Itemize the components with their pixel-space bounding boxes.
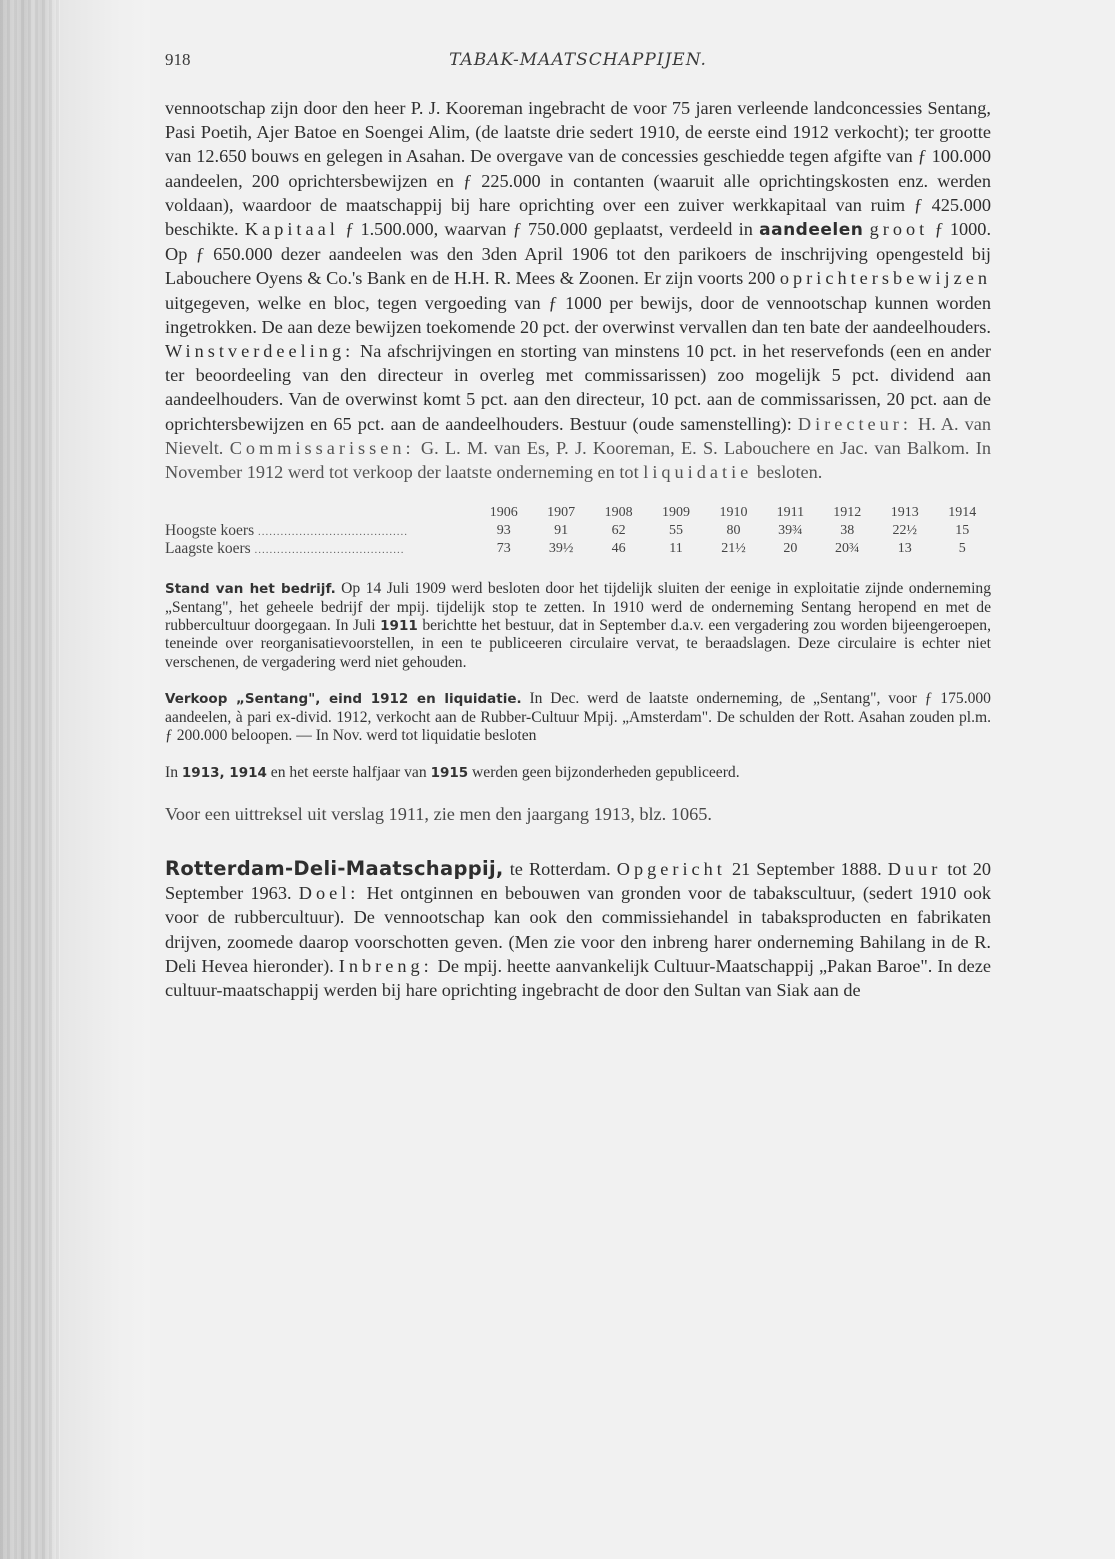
value-cell: 15 xyxy=(955,523,970,539)
leader-dots: ........................................ xyxy=(258,526,408,539)
doel-label: Doel: xyxy=(298,883,360,904)
value-cell: 39½ xyxy=(548,541,574,557)
binding-texture xyxy=(0,0,60,1559)
table-row xyxy=(165,540,991,558)
stand-year: 1911 xyxy=(380,618,418,635)
no-details-text-c: werden geen bijzonderheden gepubliceerd. xyxy=(472,763,740,781)
value-cell: 91 xyxy=(554,523,569,539)
value-cell: 5 xyxy=(958,541,966,557)
value-cell: 20¾ xyxy=(835,541,860,557)
verkoop-text: In Dec. werd de laatste onderneming, de „Sentang", voor ƒ 175.000 aandeelen, à pari ex-divid. 1912, verkocht aan de Rubber-Cultuur Mpij. „Amsterdam". De schulden der Rott. Asahan zouden pl.m. ƒ 200.000 beloopen. — In Nov. werd tot liquidatie besloten xyxy=(165,690,991,745)
value-cell: 22½ xyxy=(892,523,917,539)
value-cell: 38 xyxy=(840,523,855,539)
year-cell: 1913 xyxy=(890,505,919,521)
verkoop-heading: Verkoop „Sentang", eind 1912 en liquidatie. xyxy=(165,691,522,708)
year-cell: 1906 xyxy=(489,505,518,521)
oprichtersbewijzen-label: oprichtersbewijzen xyxy=(779,268,991,289)
value-cell: 21½ xyxy=(721,541,746,557)
oprichters-text: uitgegeven, welke en bloc, tegen vergoeding van ƒ 1000 per bewijs, door de vennootschap kunnen worden ingetrokken. De aan deze bewijzen toekomende 20 pct. der overwinst vervallen dan ten bate der aandeelhouders. xyxy=(165,292,991,337)
no-details-year-2: 1915 xyxy=(430,764,469,781)
groot-label: groot xyxy=(869,219,929,240)
value-cell: 93 xyxy=(496,523,511,539)
inbreng-label: Inbreng: xyxy=(338,955,433,976)
duur-text: tot 20 September 1963. xyxy=(165,858,991,904)
company-location: te Rotterdam. xyxy=(509,858,611,879)
year-cell: 1912 xyxy=(833,505,862,521)
year-cell: 1908 xyxy=(604,505,633,521)
no-details-section xyxy=(165,764,991,782)
reference-line: Voor een uittreksel uit verslag 1911, zie men den jaargang 1913, blz. 1065. xyxy=(165,803,712,824)
stand-text-cont: berichtte het bestuur, dat in September d.a.v. een vergadering zou worden bijeengeroepen, teneinde over reorganisatievoorstellen, in een te publiceeren circulaire vervat, te beraadslagen. Deze circulaire is echter niet verschenen, de vergadering werd niet gehouden. xyxy=(165,617,992,671)
opgericht-label: Opgericht xyxy=(616,858,726,879)
aandeelen-label: aandeelen xyxy=(759,220,864,241)
no-details-text-b: en het eerste halfjaar van xyxy=(270,763,427,781)
value-cell: 62 xyxy=(611,523,626,539)
groot-text: ƒ 1000. Op ƒ 650.000 dezer aandeelen was den 3den April 1906 tot den parikoers de inschrijving opengesteld bij Labouchere Oyens & Co.'s Bank en de H.H. R. Mees & Zoonen. Er zijn voorts 200 xyxy=(165,219,992,289)
duur-label: Duur xyxy=(887,858,942,879)
row-label: Hoogste koers xyxy=(165,522,255,540)
stand-section xyxy=(165,580,991,672)
year-cell: 1909 xyxy=(662,505,691,521)
intro-text: vennootschap zijn door den heer P. J. Kooreman ingebracht de voor 75 jaren verleende landconcessies Sentang, Pasi Poetih, Ajer Batoe en Soengei Alim, (de laatste drie sedert 1910, de eerste eind 1912 verkocht); ter grootte van 12.650 bouws en gelegen in Asahan. De overgave van de concessies geschiedde tegen afgifte van ƒ 100.000 aandeelen, 200 oprichtersbewijzen en ƒ 225.000 in contanten (waaruit alle oprichtingskosten enz. werden voldaan), waardoor de maatschappij bij hare oprichting over een zuiver werkkapitaal van ruim ƒ 425.000 beschikte. xyxy=(165,98,991,240)
directeur-label: Directeur: xyxy=(797,413,912,434)
value-cell: 46 xyxy=(611,541,626,557)
directeur-text: H. A. van Nievelt. xyxy=(165,413,991,458)
value-cell: 20 xyxy=(783,541,798,557)
verkoop-section xyxy=(165,690,991,745)
year-cell: 1907 xyxy=(547,505,576,521)
stand-text: Op 14 Juli 1909 werd besloten door het tijdelijk sluiten der eenige in exploitatie zijnde onderneming „Sentang", het geheele bedrijf der mpij. tijdelijk stop te zetten. In 1910 werd de onderneming Sentang heropend en met de rubbercultuur doorgegaan. In Juli xyxy=(165,580,991,635)
kapitaal-label: Kapitaal xyxy=(244,219,339,240)
commissarissen-label: Commissarissen: xyxy=(229,437,415,458)
intro-paragraph xyxy=(165,96,991,484)
year-cell: 1914 xyxy=(948,505,977,521)
row-label: Laagste koers xyxy=(165,540,251,558)
page-header xyxy=(165,44,991,74)
liquidatie-text: besloten. xyxy=(756,462,823,483)
stand-heading: Stand van het bedrijf. xyxy=(165,581,336,598)
value-cell: 80 xyxy=(726,523,741,539)
leader-dots: ........................................ xyxy=(254,544,405,557)
no-details-years: 1913, 1914 xyxy=(181,764,267,781)
year-cell: 1911 xyxy=(776,505,805,521)
doel-text: Het ontginnen en bebouwen van gronden voor de tabakscultuur, (sedert 1910 ook voor de rubbercultuur). De vennootschap kan ook den commissiehandel in tabaksproducten en fabrikaten drijven, zoomede daarop voorschotten geven. (Men zie voor den inbreng harer onderneming Bahilang in de R. Deli Hevea hieronder). xyxy=(165,883,991,976)
winstverdeeling-text: Na afschrijvingen en storting van minstens 10 pct. in het reservefonds (een en ander ter beoordeeling van den directeur in overleg met commissarissen) zoo mogelijk 5 pct. dividend aan aandeelhouders. Van de overwinst komt 5 pct. aan den directeur, 10 pct. aan de commissarissen, 20 pct. aan de oprichtersbewijzen en 65 pct. aan de aandeelhouders. Bestuur (oude samenstelling): xyxy=(165,341,991,434)
page-number: 918 xyxy=(165,50,191,69)
running-title: TABAK-MAATSCHAPPIJEN. xyxy=(449,50,707,70)
value-cell: 55 xyxy=(669,523,684,539)
table-row xyxy=(165,522,991,540)
value-cell: 39¾ xyxy=(778,523,803,539)
company-name: Rotterdam-Deli-Maatschappij, xyxy=(165,856,504,880)
commissarissen-text: G. L. M. van Es, P. J. Kooreman, E. S. Labouchere en Jac. van Balkom. In November 1912 werd tot verkoop der laatste onderneming en tot xyxy=(165,437,991,483)
document-page xyxy=(165,44,991,1002)
table-header-row xyxy=(165,504,991,522)
inbreng-text: De mpij. heette aanvankelijk Cultuur-Maatschappij „Pakan Baroe". In deze cultuur-maatschappij werden bij hare oprichting ingebracht de door den Sultan van Siak aan de xyxy=(165,955,991,1000)
winstverdeeling-label: Winstverdeeling: xyxy=(165,341,355,362)
value-cell: 11 xyxy=(669,541,683,557)
value-cell: 73 xyxy=(496,541,511,557)
year-cell: 1910 xyxy=(719,505,748,521)
company-entry xyxy=(165,857,991,1002)
value-cell: 13 xyxy=(897,541,912,557)
liquidatie-label: liquidatie xyxy=(643,462,753,483)
opgericht-text: 21 September 1888. xyxy=(731,858,882,879)
no-details-text: In xyxy=(165,763,178,781)
koers-table xyxy=(165,504,991,558)
kapitaal-text: ƒ 1.500.000, waarvan ƒ 750.000 geplaatst, verdeeld in xyxy=(345,219,753,240)
page-shadow xyxy=(60,0,150,1559)
